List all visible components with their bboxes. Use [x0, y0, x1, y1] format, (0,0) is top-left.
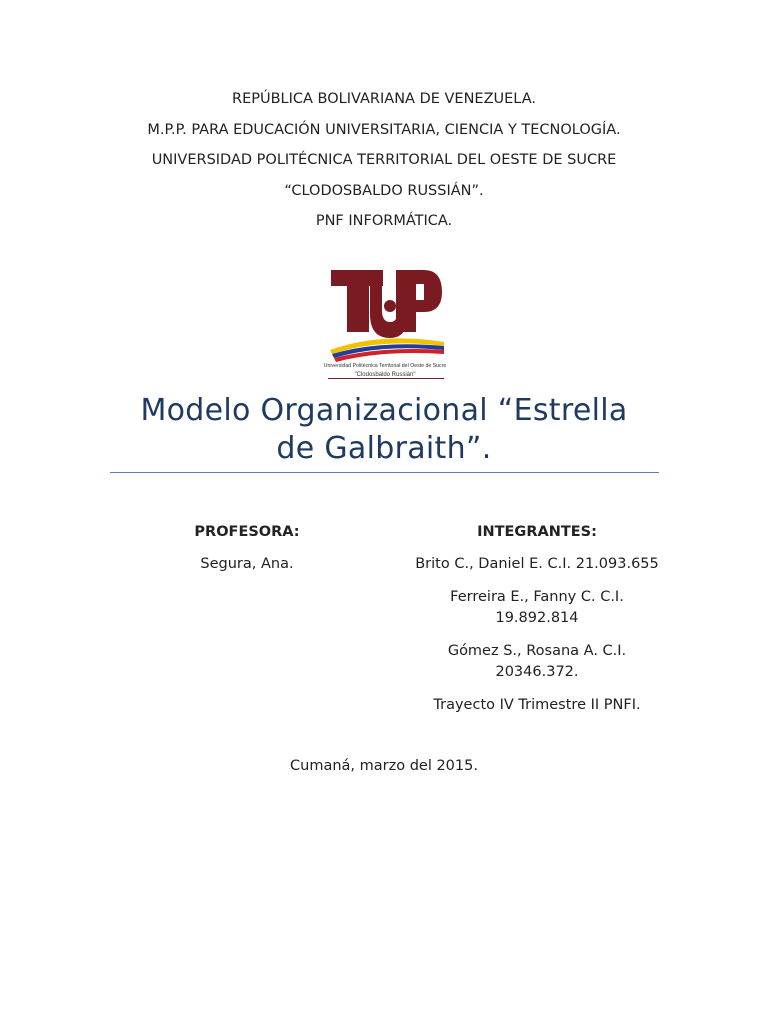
- title-line-2: de Galbraith”.: [276, 431, 492, 466]
- professor-block: [147, 524, 347, 587]
- place-date: Cumaná, marzo del 2015.: [290, 758, 478, 774]
- header-line-program: PNF INFORMÁTICA.: [315, 213, 453, 229]
- logo-text-university: Universidad Politécnica Territorial del Oeste de Sucre: [323, 363, 447, 369]
- member-item: Brito C., Daniel E. C.I. 21.093.655: [415, 556, 659, 572]
- member-item: Ferreira E., Fanny C. C.I. 19.892.814: [450, 589, 624, 626]
- title-line-1: Modelo Organizacional “Estrella: [140, 393, 628, 428]
- header-line-republic: REPÚBLICA BOLIVARIANA DE VENEZUELA.: [232, 91, 536, 107]
- members-block: [392, 524, 682, 728]
- course-info: Trayecto IV Trimestre II PNFI.: [433, 697, 641, 713]
- header-line-namesake: “CLODOSBALDO RUSSIÁN”.: [284, 182, 484, 199]
- university-logo: [320, 266, 450, 381]
- professor-heading: PROFESORA:: [194, 524, 300, 540]
- logo-text-namesake: "Clodosbaldo Russián": [354, 372, 416, 378]
- header-line-university: UNIVERSIDAD POLITÉCNICA TERRITORIAL DEL OESTE DE SUCRE: [151, 152, 617, 168]
- professor-name: Segura, Ana.: [200, 556, 294, 572]
- title-divider: [110, 472, 659, 473]
- header-institution: [0, 84, 768, 237]
- member-item: Gómez S., Rosana A. C.I. 20346.372.: [447, 643, 627, 680]
- header-line-ministry: M.P.P. PARA EDUCACIÓN UNIVERSITARIA, CIENCIA Y TECNOLOGÍA.: [147, 121, 621, 138]
- document-title: [100, 392, 668, 468]
- members-heading: INTEGRANTES:: [477, 524, 597, 540]
